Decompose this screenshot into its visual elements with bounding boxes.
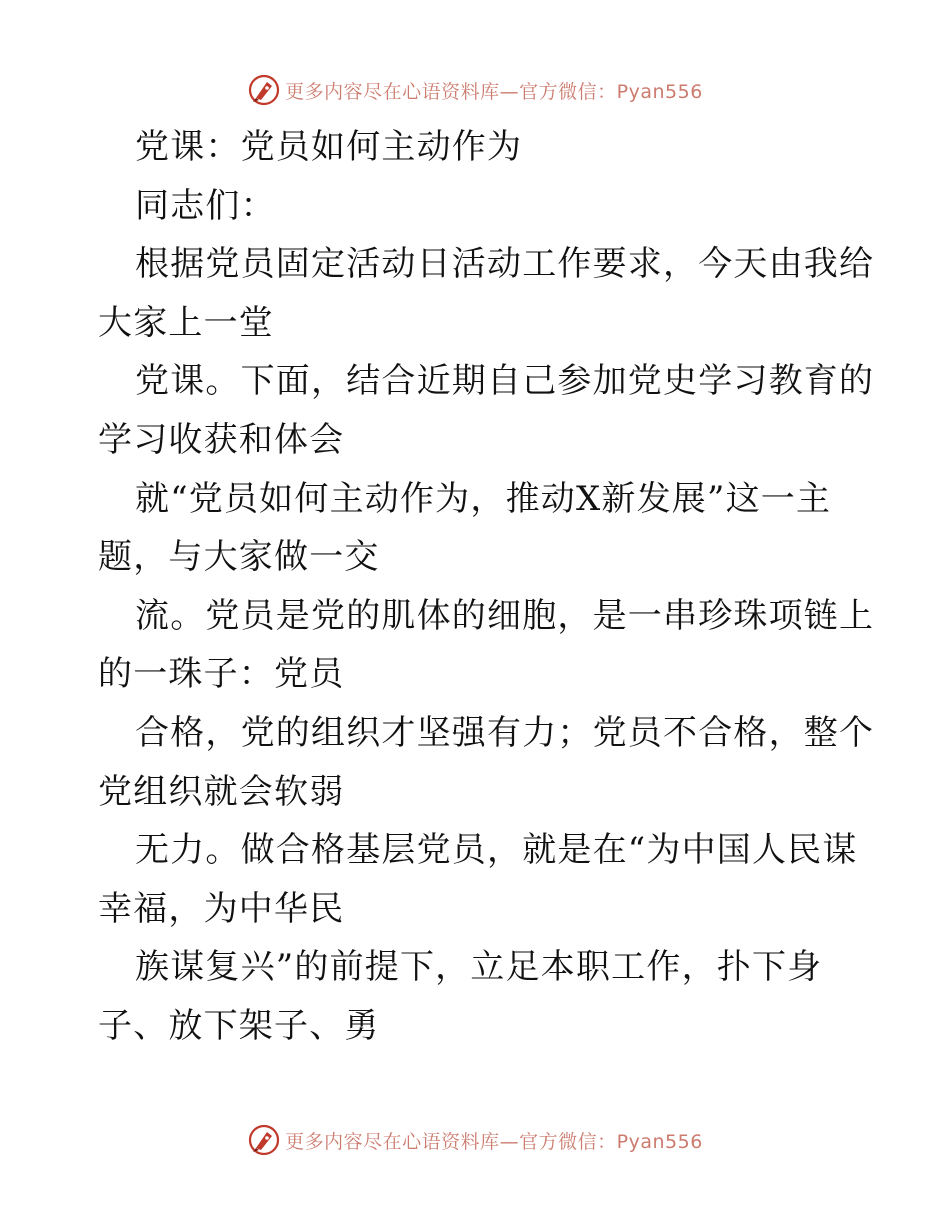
pen-nib-logo-icon [247, 1123, 281, 1157]
text-line: 子、放下架子、勇 [98, 1005, 380, 1046]
text-line: 同志们： [135, 185, 276, 226]
text-line: 的一珠子：党员 [98, 654, 345, 695]
text-line: 无力。做合格基层党员，就是在“为中国人民谋 [135, 830, 858, 871]
footer-watermark-banner [0, 1120, 950, 1160]
text-line: 根据党员固定活动日活动工作要求，今天由我给 [135, 244, 875, 285]
text-line: 党组织就会软弱 [98, 771, 345, 812]
text-line: 题，与大家做一交 [98, 537, 380, 578]
text-line: 流。党员是党的肌体的细胞，是一串珍珠项链上 [135, 595, 875, 636]
document-body [98, 118, 875, 1056]
text-line: 学习收获和体会 [98, 419, 345, 460]
text-line: 大家上一堂 [98, 302, 274, 343]
pen-nib-logo-icon [247, 73, 281, 107]
text-line: 幸福，为中华民 [98, 888, 345, 929]
watermark-text: 更多内容尽在心语资料库—官方微信：Pyan556 [285, 80, 703, 103]
text-line: 就“党员如何主动作为，推动X新发展”这一主 [135, 478, 832, 519]
watermark-text: 更多内容尽在心语资料库—官方微信：Pyan556 [285, 1130, 703, 1153]
document-title: 党课：党员如何主动作为 [135, 127, 523, 167]
header-watermark-banner [0, 70, 950, 110]
text-line: 合格，党的组织才坚强有力；党员不合格，整个 [135, 712, 875, 753]
text-line: 党课。下面，结合近期自己参加党史学习教育的 [135, 361, 875, 402]
text-line: 族谋复兴”的前提下，立足本职工作，扑下身 [135, 947, 823, 988]
